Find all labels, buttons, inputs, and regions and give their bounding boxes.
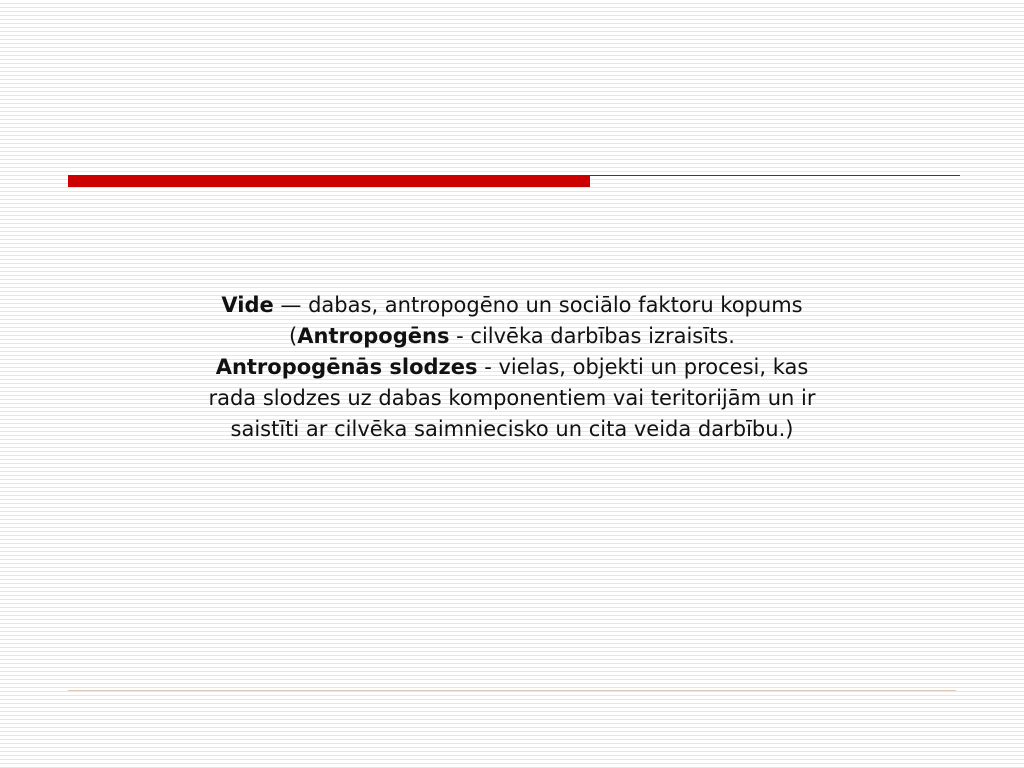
term-antropogens: Antropogēns <box>297 324 450 348</box>
footer-rule <box>68 690 956 691</box>
term-vide: Vide <box>221 293 274 317</box>
title-accent-bar <box>68 175 590 187</box>
line-antropogens <box>130 321 894 352</box>
line-slodzes-cont-1: rada slodzes uz dabas komponentiem vai teritorijām un ir <box>208 386 816 410</box>
line-slodzes-cont-2: saistīti ar cilvēka saimniecisko un cita veida darbību.) <box>230 417 794 441</box>
term-antropogenas-slodzes: Antropogēnās slodzes <box>215 355 478 379</box>
line-vide <box>130 290 894 321</box>
line-slodzes <box>130 352 894 383</box>
definition-slodzes: - vielas, objekti un procesi, kas <box>477 355 809 379</box>
title-accent-line <box>590 175 960 176</box>
open-parenthesis: ( <box>289 324 298 348</box>
definition-paragraph <box>130 290 894 445</box>
definition-antropogens: - cilvēka darbības izraisīts. <box>449 324 735 348</box>
definition-vide: — dabas, antropogēno un sociālo faktoru kopums <box>273 293 803 317</box>
